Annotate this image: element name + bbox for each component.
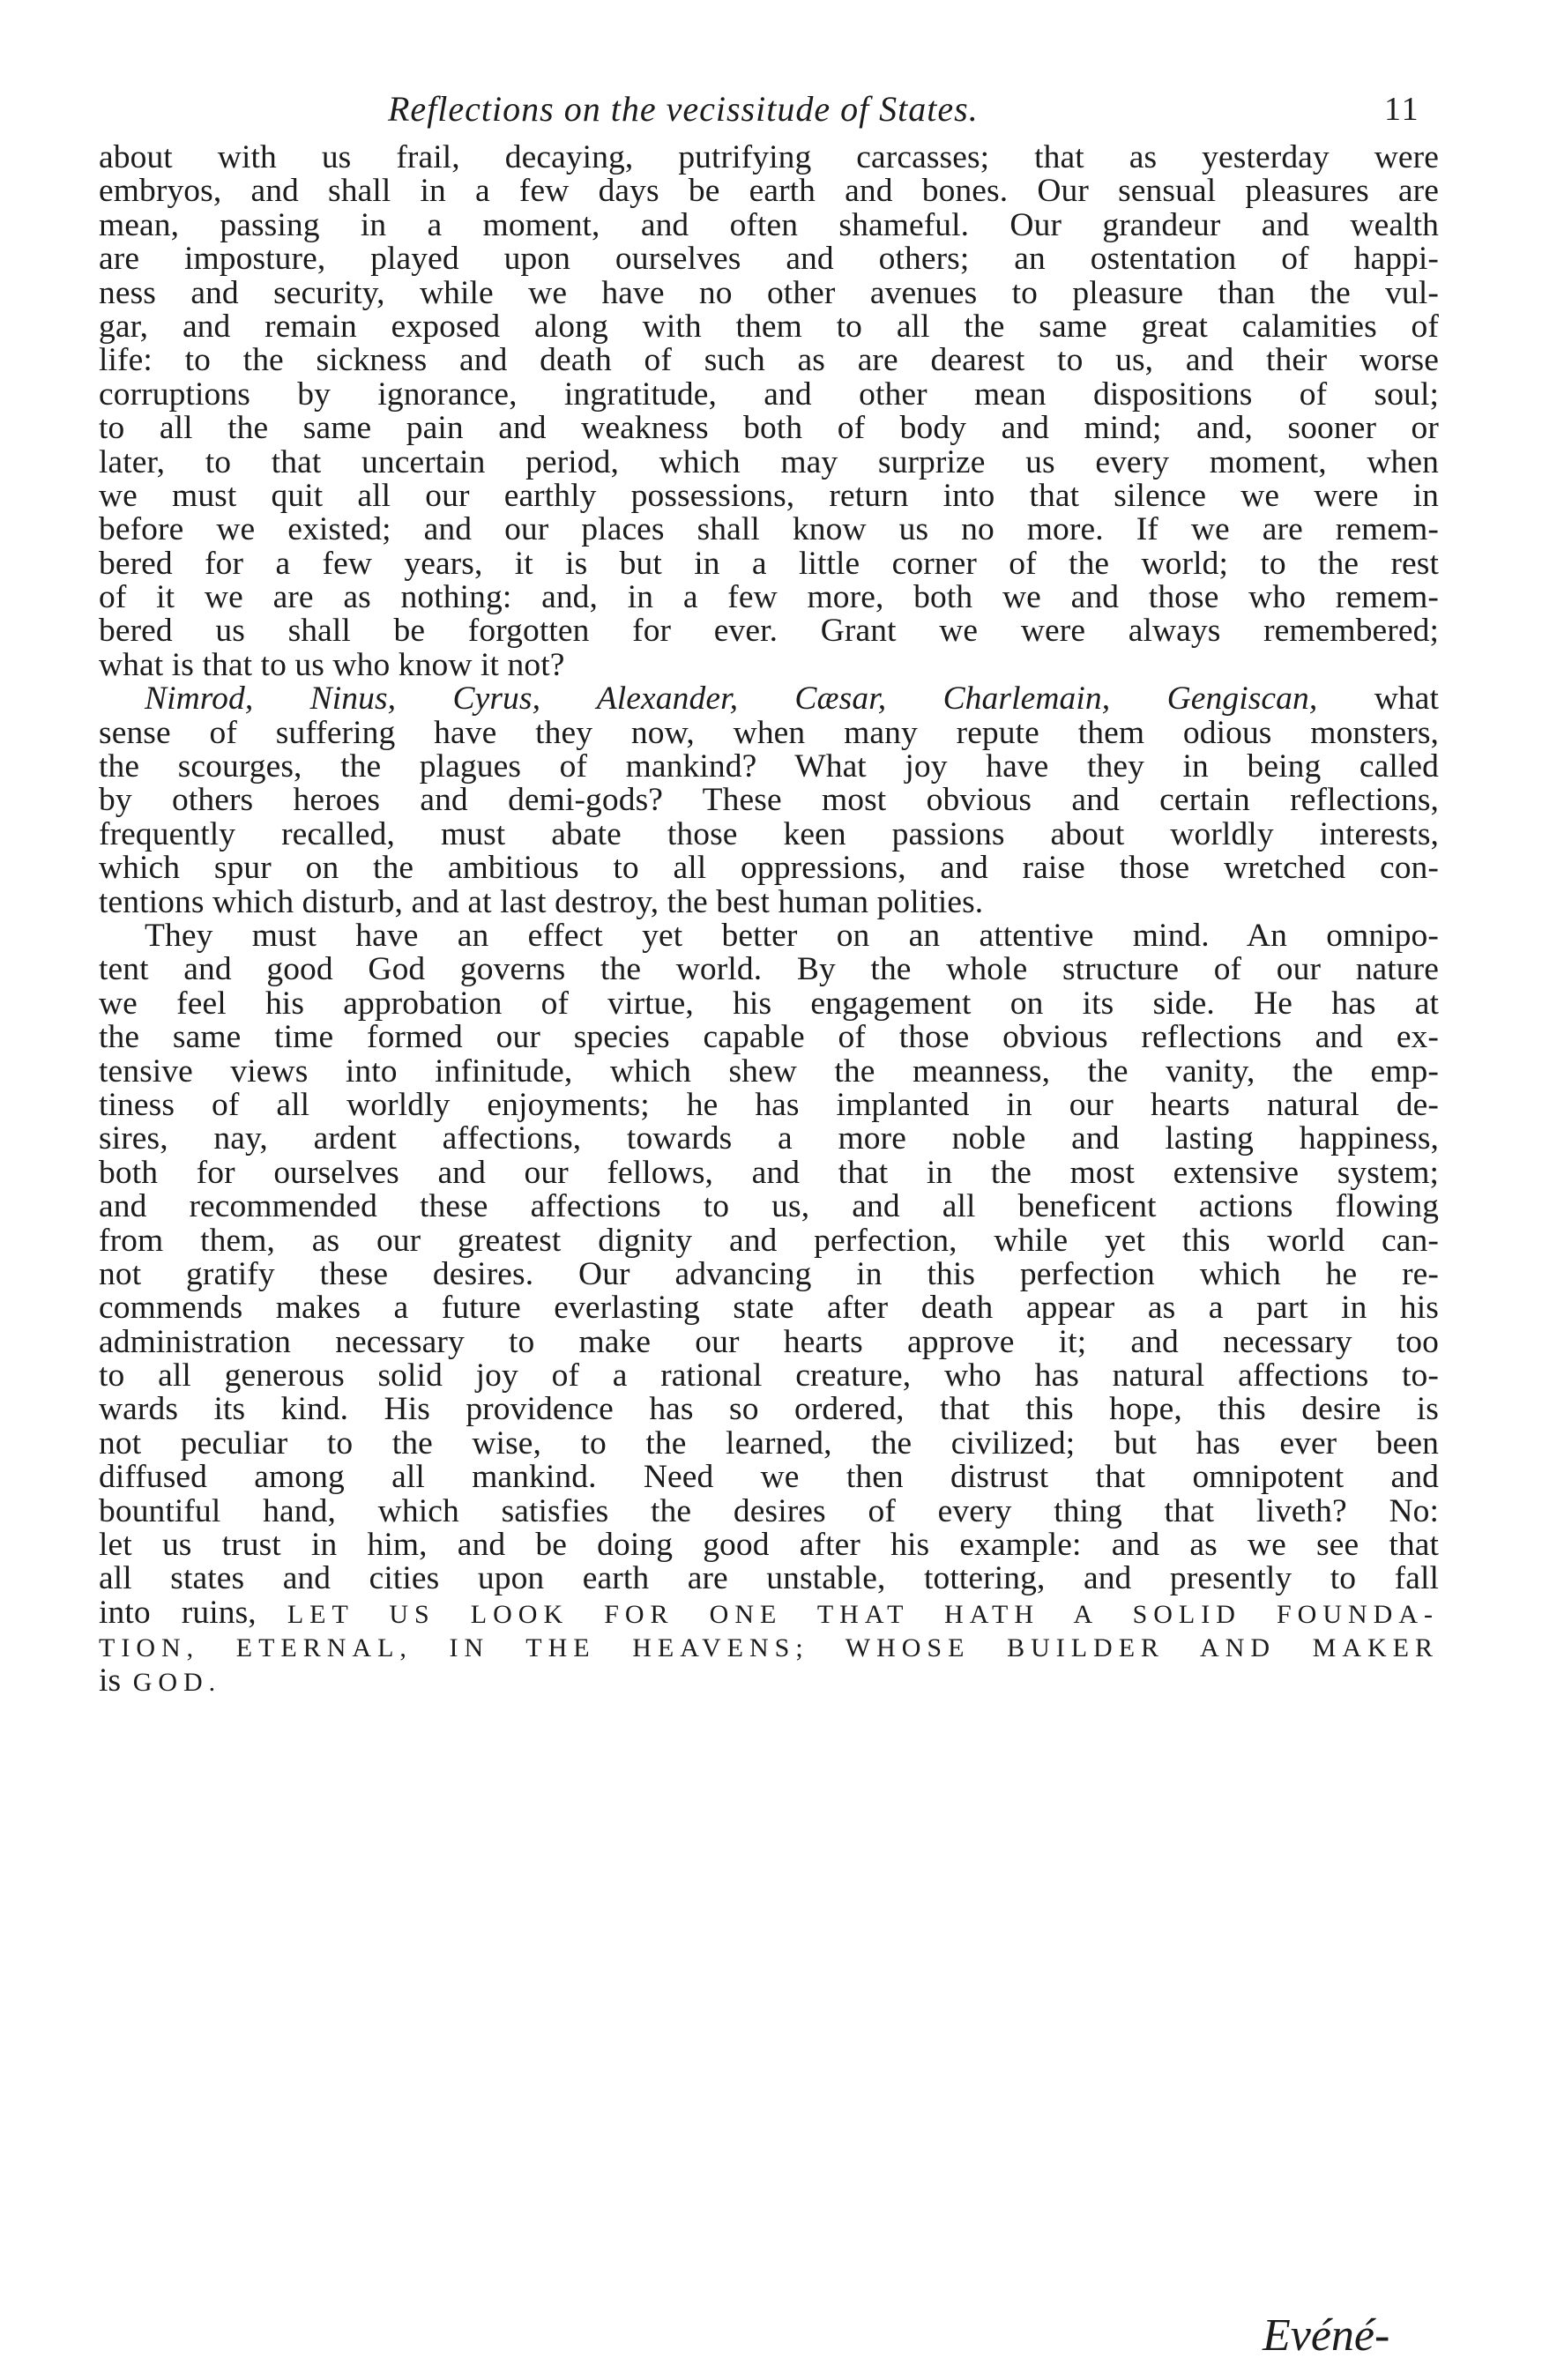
text-line: diffused among all mankind. Need we then distrust that omnipotent and: [99, 1461, 1439, 1495]
text-line: not peculiar to the wise, to the learned, the civilized; but has ever been: [99, 1426, 1439, 1461]
text-line: tensive views into infinitude, which shew the meanness, the vanity, the emp-: [99, 1054, 1439, 1089]
text-line: we must quit all our earthly possessions, return into that silence we were in: [99, 479, 1439, 514]
text-line: by others heroes and demi-gods? These most obvious and certain reflections,: [99, 784, 1439, 818]
text-line: to all generous solid joy of a rational creature, who has natural affections to-: [99, 1359, 1439, 1394]
text-line: ness and security, while we have no other avenues to pleasure than the vul-: [99, 276, 1439, 310]
text-line: which spur on the ambitious to all oppressions, and raise those wretched con-: [99, 852, 1439, 886]
text-line: we feel his approbation of virtue, his engagement on its side. He has at: [99, 986, 1439, 1022]
text-line: both for ourselves and our fellows, and that in the most extensive system;: [99, 1156, 1439, 1191]
text-line: administration necessary to make our hearts approve it; and necessary too: [99, 1325, 1439, 1360]
text-line: of it we are as nothing: and, in a few more, both we and those who remem-: [99, 581, 1439, 615]
text-line: bered us shall be forgotten for ever. Grant we were always remembered;: [99, 614, 1439, 649]
text-line: corruptions by ignorance, ingratitude, and other mean dispositions of soul;: [99, 377, 1439, 413]
running-title: Reflections on the vecissitude of States.: [388, 89, 979, 129]
text-line: sense of suffering have they now, when many repute them odious monsters,: [99, 716, 1439, 751]
text-line: They must have an effect yet better on an attentive mind. An omnipo-: [145, 919, 1439, 954]
text-line: about with us frail, decaying, putrifying carcasses; that as yesterday were: [99, 141, 1439, 175]
text-line: to all the same pain and weakness both of body and mind; and, sooner or: [99, 412, 1439, 446]
text-line: before we existed; and our places shall know us no more. If we are remem-: [99, 513, 1439, 547]
body-text: [99, 141, 1439, 1698]
text-line: embryos, and shall in a few days be earth and bones. Our sensual pleasures are: [99, 175, 1439, 209]
text-line: wards its kind. His providence has so ordered, that this hope, this desire is: [99, 1393, 1439, 1427]
page-number: 11: [1384, 91, 1420, 128]
text-line: what is that to us who know it not?: [99, 648, 565, 683]
text-line: bountiful hand, which satisfies the desires of every thing that liveth? No:: [99, 1494, 1439, 1529]
catchword: Evéné-: [1263, 2310, 1390, 2361]
line-prefix: is: [99, 1663, 133, 1698]
text-line: not gratify these desires. Our advancing in this perfection which he re-: [99, 1257, 1439, 1292]
text-line: the scourges, the plagues of mankind? What joy have they in being called: [99, 750, 1439, 785]
paragraph: [99, 141, 1439, 682]
small-caps-text: TION, ETERNAL, IN THE HEAVENS; WHOSE BUILDER AND MAKER: [99, 1633, 1439, 1663]
small-caps-text: GOD.: [132, 1667, 222, 1697]
line-prefix: into ruins,: [99, 1595, 287, 1631]
text-line: from them, as our greatest dignity and perfection, while yet this world can-: [99, 1223, 1439, 1258]
text-line: are imposture, played upon ourselves and others; an ostentation of happi-: [99, 242, 1439, 277]
paragraph: [99, 682, 1439, 919]
text-line: tentions which disturb, and at last destroy, the best human polities.: [99, 885, 984, 919]
text-line: later, to that uncertain period, which may surprize us every moment, when: [99, 445, 1439, 480]
text-line: tent and good God governs the world. By the whole structure of our nature: [99, 953, 1439, 987]
text-line: [99, 1664, 1439, 1698]
text-line: bered for a few years, it is but in a little corner of the world; to the rest: [99, 547, 1439, 582]
text-line: the same time formed our species capable of those obvious reflections and ex-: [99, 1021, 1439, 1055]
text-line: life: to the sickness and death of such as are dearest to us, and their worse: [99, 344, 1439, 378]
text-line: [99, 682, 1439, 716]
text-line: [99, 1630, 1439, 1663]
text-line: and recommended these affections to us, and all beneficent actions flowing: [99, 1190, 1439, 1224]
text-line: let us trust in him, and be doing good after his example: and as we see that: [99, 1528, 1439, 1563]
paragraph: [99, 919, 1439, 1698]
text-line: gar, and remain exposed along with them to all the same great calamities of: [99, 309, 1439, 345]
text-line: all states and cities upon earth are unstable, tottering, and presently to fall: [99, 1562, 1439, 1596]
text-line: mean, passing in a moment, and often shameful. Our grandeur and wealth: [99, 208, 1439, 243]
running-head: [0, 88, 1542, 141]
line-rest: what: [1317, 682, 1439, 717]
italic-names: Nimrod, Ninus, Cyrus, Alexander, Cæsar, Charlemain, Gengiscan,: [145, 682, 1318, 717]
text-line: sires, nay, ardent affections, towards a more noble and lasting happiness,: [99, 1122, 1439, 1157]
text-line: commends makes a future everlasting state after death appear as a part in his: [99, 1291, 1439, 1326]
small-caps-text: LET US LOOK FOR ONE THAT HATH A SOLID FOUNDA-: [287, 1599, 1439, 1629]
text-line: tiness of all worldly enjoyments; he has implanted in our hearts natural de-: [99, 1088, 1439, 1123]
text-line: [99, 1596, 1439, 1630]
text-line: frequently recalled, must abate those keen passions about worldly interests,: [99, 817, 1439, 852]
